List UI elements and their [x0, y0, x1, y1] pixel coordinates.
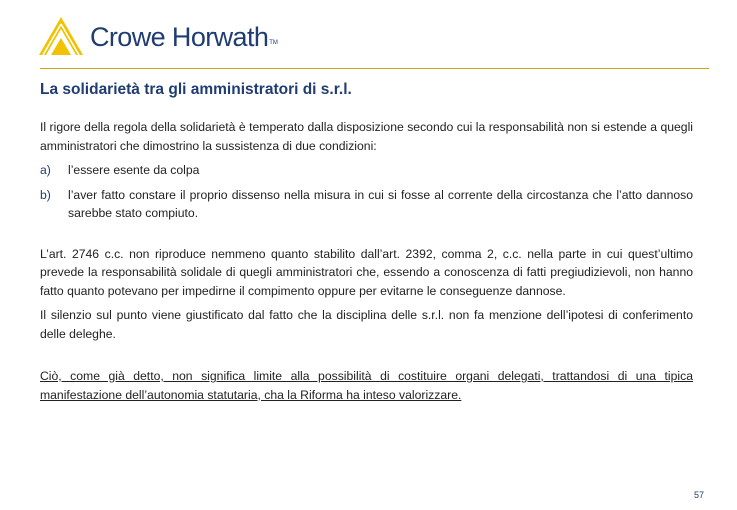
- paragraph-underlined-note: Ciò, come già detto, non significa limite alla possibilità di costituire organi delegati, trattandosi di una tipica manifestazione dell’autonomia statutaria, cha la Riforma ha inteso valorizzare.: [40, 369, 693, 402]
- condition-text: l’aver fatto constare il proprio dissenso nella misura in cui si fosse al corrente della circostanza che l’atto dannoso sarebbe stato compiuto.: [68, 187, 693, 220]
- intro-paragraph: Il rigore della regola della solidarietà è temperato dalla disposizione secondo cui la responsabilità non si estende a quegli amministratori che dimostrino la sussistenza di due condizioni:: [40, 120, 693, 153]
- brand-header: [38, 14, 278, 58]
- condition-text: l’essere esente da colpa: [68, 163, 200, 177]
- conditions-list: [40, 161, 693, 223]
- condition-marker: a): [40, 163, 51, 177]
- paragraph-art-2746: L’art. 2746 c.c. non riproduce nemmeno quanto stabilito dall’art. 2392, comma 2, c.c. nella parte in cui quest’ultimo prevede la responsabilità solidale di quegli amministratori che, essendo a conoscenza di fatti pregiudizievoli, non hanno fatto quanto potevano per impedirne il compimento oppure per evitarne le conseguenze dannose.: [40, 246, 693, 298]
- trademark-mark: TM: [269, 40, 278, 46]
- condition-item: [40, 186, 693, 223]
- brand-name: Crowe Horwath: [90, 21, 269, 52]
- condition-item: [40, 161, 693, 180]
- slide-title: La solidarietà tra gli amministratori di s.r.l.: [40, 81, 352, 98]
- paragraph-silenzio: Il silenzio sul punto viene giustificato dal fatto che la disciplina delle s.r.l. non fa menzione dell’ipotesi di conferimento delle deleghe.: [40, 308, 693, 341]
- crowe-triangle-logo-icon: [38, 16, 84, 56]
- slide-body: [40, 118, 693, 404]
- header-divider: [40, 68, 709, 69]
- condition-marker: b): [40, 187, 51, 202]
- page-number: 57: [693, 490, 704, 500]
